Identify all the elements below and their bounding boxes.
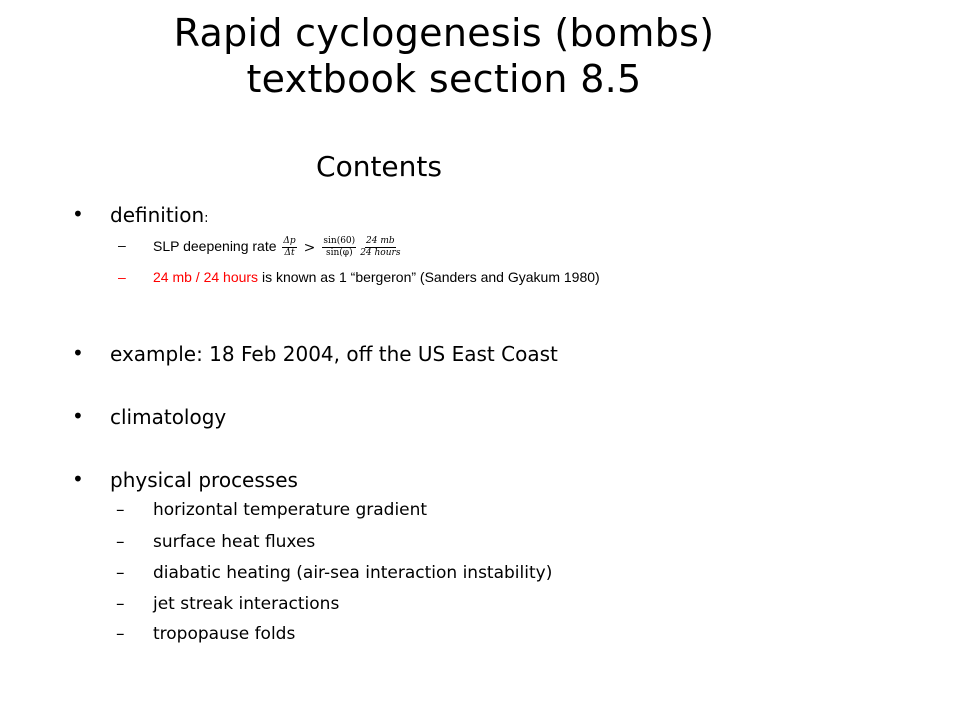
process-item: [116, 531, 316, 553]
formula-dp-dt: [282, 236, 296, 259]
bullet-example: [72, 341, 558, 367]
bullet-climatology: [72, 404, 227, 430]
bullet-dot: •: [72, 467, 84, 491]
process-item-text: diabatic heating (air-sea interaction instability): [153, 563, 553, 583]
bergeron-red-text: 24 mb / 24 hours: [153, 269, 259, 285]
formula-sinphi: sin(φ): [325, 248, 353, 258]
formula-prefix: SLP deepening rate: [153, 238, 277, 255]
slide-subtitle: Contents: [316, 150, 442, 183]
formula-greater-than: >: [303, 239, 316, 256]
process-item: [116, 623, 296, 645]
sub-dash: –: [116, 532, 125, 552]
sub-dash: –: [116, 563, 125, 583]
definition-label: definition: [110, 203, 205, 227]
title-line-2: textbook section 8.5: [246, 57, 642, 101]
process-item-text: surface heat fluxes: [153, 532, 316, 552]
formula-sine-ratio: [322, 236, 356, 259]
formula-24hours: 24 hours: [360, 248, 401, 258]
title-line-1: Rapid cyclogenesis (bombs): [173, 11, 715, 55]
example-text: example: 18 Feb 2004, off the US East Coast: [110, 342, 558, 366]
formula-dt: Δt: [284, 248, 295, 258]
sub-dash: –: [116, 594, 125, 614]
bullet-dot: •: [72, 341, 84, 365]
climatology-text: climatology: [110, 405, 227, 429]
bullet-dot: •: [72, 404, 84, 428]
process-item-text: jet streak interactions: [153, 594, 340, 614]
definition-bergeron-line: [118, 268, 600, 286]
definition-formula-line: [118, 236, 402, 259]
definition-colon: :: [204, 211, 209, 226]
sub-dash: –: [118, 269, 126, 285]
bullet-dot: •: [72, 202, 84, 226]
process-item: [116, 593, 340, 615]
process-item-text: tropopause folds: [153, 624, 296, 644]
process-item: [116, 499, 428, 521]
formula-dp: Δp: [283, 236, 296, 246]
formula-rate: [360, 236, 400, 259]
bullet-physical-processes: [72, 467, 298, 493]
sub-dash: –: [116, 500, 125, 520]
bullet-definition: [72, 202, 209, 232]
formula-sin60: sin(60): [323, 236, 356, 246]
formula-24mb: 24 mb: [366, 236, 395, 246]
sub-dash: –: [116, 624, 125, 644]
bergeron-text: is known as 1 “bergeron” (Sanders and Gyakum 1980): [258, 269, 600, 285]
process-item-text: horizontal temperature gradient: [153, 500, 428, 520]
physical-processes-label: physical processes: [110, 468, 298, 492]
sub-dash: –: [118, 237, 126, 253]
process-item: [116, 562, 553, 584]
slide-title: [0, 10, 888, 102]
